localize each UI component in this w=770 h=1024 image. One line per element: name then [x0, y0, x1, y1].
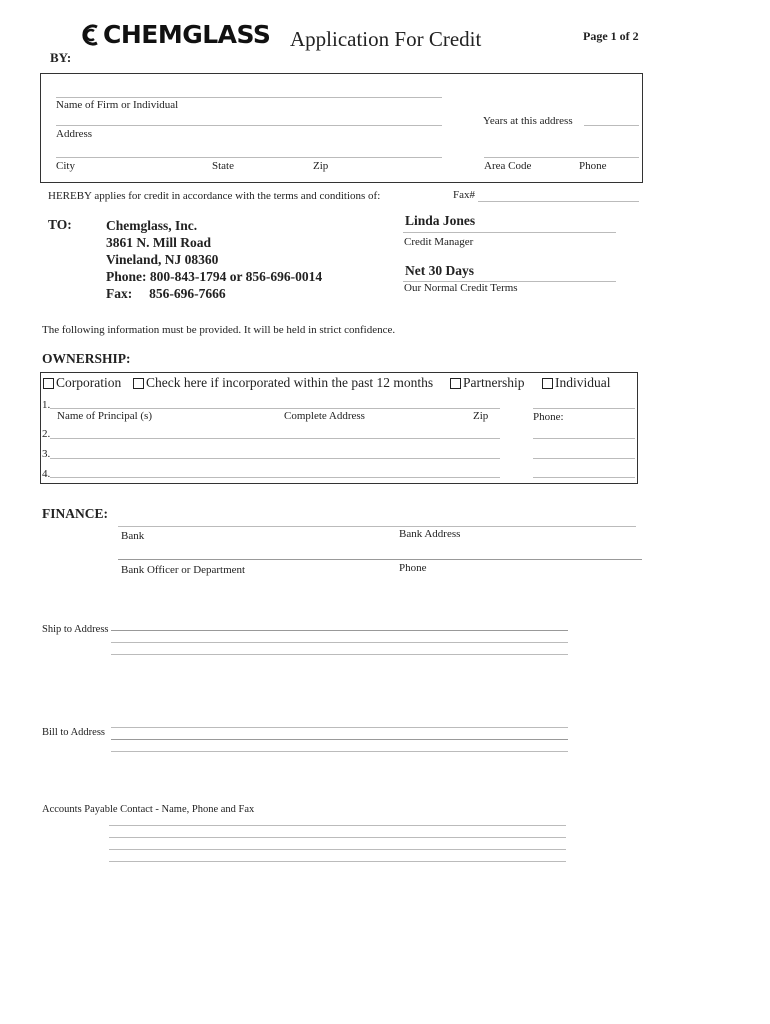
principal-3-phone-field[interactable]: [533, 458, 635, 459]
credit-manager-underline: [403, 232, 616, 233]
credit-manager-name: Linda Jones: [405, 213, 476, 228]
bill-to-field-3[interactable]: [111, 751, 568, 752]
to-fax: Fax: 856-696-7666: [106, 286, 226, 301]
credit-terms-value: Net 30 Days: [405, 263, 474, 278]
city-state-zip-field[interactable]: [56, 157, 442, 158]
ship-to-field-1[interactable]: [111, 630, 568, 631]
to-label: TO:: [48, 217, 72, 232]
principal-3-field[interactable]: [50, 458, 500, 459]
bill-to-field-1[interactable]: [111, 727, 568, 728]
years-label: Years at this address: [483, 115, 573, 127]
principal-row-number: 1.: [42, 399, 51, 411]
ap-contact-label: Accounts Payable Contact - Name, Phone and Fax: [42, 804, 255, 815]
bank-address-label: Bank Address: [399, 528, 461, 540]
logo-text: CHEMGLASS: [103, 20, 271, 49]
principal-2-field[interactable]: [50, 438, 500, 439]
principal-row-number: 4.: [42, 468, 51, 480]
bill-to-label: Bill to Address: [42, 727, 106, 738]
ownership-heading: OWNERSHIP:: [42, 351, 131, 366]
bank-field[interactable]: [118, 526, 636, 527]
years-field[interactable]: [584, 125, 639, 126]
principal-row-number: 2.: [42, 428, 51, 440]
zip-label: Zip: [313, 160, 329, 172]
ap-contact-field-3[interactable]: [109, 849, 566, 850]
to-phone: Phone: 800-843-1794 or 856-696-0014: [106, 269, 323, 284]
ap-contact-field-1[interactable]: [109, 825, 566, 826]
ship-to-label: Ship to Address: [42, 624, 109, 635]
bank-officer-label: Bank Officer or Department: [121, 564, 246, 576]
corporation-option[interactable]: Corporation: [43, 375, 121, 391]
individual-option[interactable]: Individual: [542, 375, 611, 391]
individual-checkbox[interactable]: [542, 378, 553, 389]
confidential-notice: The following information must be provided. It will be held in strict confidence.: [42, 324, 396, 336]
partnership-checkbox[interactable]: [450, 378, 461, 389]
area-code-label: Area Code: [484, 160, 532, 172]
ap-contact-field-4[interactable]: [109, 861, 566, 862]
ship-to-field-3[interactable]: [111, 654, 568, 655]
hereby-text: HEREBY applies for credit in accordance with the terms and conditions of:: [48, 190, 381, 202]
principal-address-label: Complete Address: [284, 410, 365, 422]
by-label: BY:: [50, 50, 72, 65]
principal-1-phone-field[interactable]: [533, 408, 635, 409]
finance-heading: FINANCE:: [42, 506, 108, 521]
state-label: State: [212, 160, 234, 172]
corporation-checkbox[interactable]: [43, 378, 54, 389]
phone-label: Phone: [579, 160, 607, 172]
principal-4-field[interactable]: [50, 477, 500, 478]
principal-phone-label: Phone:: [533, 411, 564, 423]
to-city: Vineland, NJ 08360: [106, 252, 219, 267]
to-company: Chemglass, Inc.: [106, 218, 198, 233]
bank-officer-field[interactable]: [118, 559, 642, 560]
bank-label: Bank: [121, 530, 145, 542]
fax-label: Fax#: [453, 189, 475, 201]
address-field[interactable]: [56, 125, 442, 126]
principal-2-phone-field[interactable]: [533, 438, 635, 439]
address-label: Address: [56, 128, 93, 140]
principal-name-label: Name of Principal (s): [57, 410, 152, 422]
firm-name-field[interactable]: [56, 97, 442, 98]
page-number: Page 1 of 2: [583, 29, 639, 43]
ap-contact-field-2[interactable]: [109, 837, 566, 838]
principal-4-phone-field[interactable]: [533, 477, 635, 478]
to-street: 3861 N. Mill Road: [106, 235, 212, 250]
area-code-phone-field[interactable]: [484, 157, 639, 158]
chemglass-logo: [82, 20, 270, 49]
to-address-block: [106, 217, 322, 302]
form-title: Application For Credit: [290, 27, 482, 51]
credit-manager-title: Credit Manager: [404, 236, 474, 248]
principal-1-field[interactable]: [50, 408, 500, 409]
incorporated-recently-option[interactable]: Check here if incorporated within the past 12 months: [133, 375, 433, 391]
bill-to-field-2[interactable]: [111, 739, 568, 740]
fax-field[interactable]: [478, 201, 639, 202]
principal-row-number: 3.: [42, 448, 51, 460]
credit-terms-label: Our Normal Credit Terms: [404, 282, 518, 294]
firm-name-label: Name of Firm or Individual: [56, 99, 179, 111]
bank-phone-label: Phone: [399, 562, 427, 574]
city-label: City: [56, 160, 75, 172]
partnership-option[interactable]: Partnership: [450, 375, 525, 391]
incorporated-recently-checkbox[interactable]: [133, 378, 144, 389]
applicant-box: [40, 73, 643, 183]
principal-zip-label: Zip: [473, 410, 489, 422]
logo-mark-icon: [82, 24, 100, 46]
ship-to-field-2[interactable]: [111, 642, 568, 643]
